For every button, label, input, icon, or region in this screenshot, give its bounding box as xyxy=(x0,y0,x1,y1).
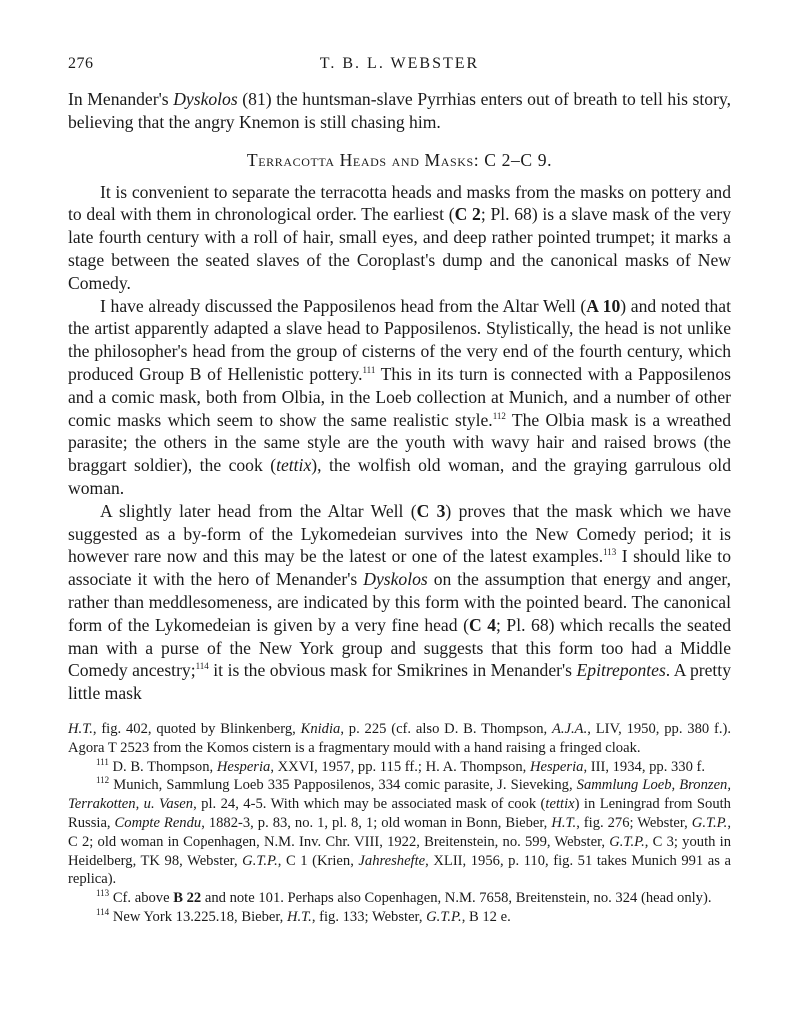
page-number: 276 xyxy=(68,55,94,72)
author-name: T. B. L. WEBSTER xyxy=(319,55,480,72)
footnotes xyxy=(68,720,731,927)
section-heading: Terracotta Heads and Masks: C 2–C 9. xyxy=(246,149,553,170)
footnote-marker: 113 xyxy=(603,547,617,558)
footnote-marker: 111 xyxy=(362,365,376,376)
footnote-114: $^{114}$ New York 13.225.18, Bieber, H.T., fig. 133; Webster, G.T.P., B 12 e. xyxy=(96,907,511,925)
main-text xyxy=(68,88,731,705)
catalogue-ref: C 4 xyxy=(468,614,496,635)
catalogue-ref: A 10 xyxy=(586,295,621,316)
paragraph: It is convenient to separate the terracotta heads and masks from the masks on pottery and to deal with them in chronological order. The earliest (C 2; Pl. 68) is a slave mask of the very late fourth century with a roll of hair, small eyes, and deep rather pointed trumpet; it marks a stage between the seated slaves of the Coroplast's dump and the canonical masks of New Comedy. xyxy=(68,181,732,293)
paragraph: A slightly later head from the Altar Well (C 3) proves that the mask which we have suggested as a by-form of the Lykomedeian survives into the New Comedy period; it is however rare now and this may be the latest or one of the latest examples.$^{113}$ I should like to associate it with the hero of Menander's Dyskolos on the assumption that energy and anger, rather than meddlesomeness, are indicated by this form with the pointed beard. The canonical form of the Lykomedeian is given by a very fine head (C 4; Pl. 68) which recalls the seated man with a purse of the New York group and suggests that this form too had a Middle Comedy ancestry;$^{114}$ it is the obvious mask for Smikrines in Menander's Epitrepontes. A pretty little mask xyxy=(68,500,732,704)
catalogue-ref: C 2 xyxy=(454,204,481,225)
footnote-111: $^{111}$ D. B. Thompson, Hesperia, XXVI, 1957, pp. 115 ff.; H. A. Thompson, Hesperia, III, 1934, pp. 330 f. xyxy=(96,756,706,775)
footnote-marker: 114 xyxy=(195,661,209,672)
footnote-marker: 112 xyxy=(492,410,506,421)
intro-paragraph: In Menander's Dyskolos (81) the huntsman-slave Pyrrhias enters out of breath to tell his story, believing that the angry Knemon is still chasing him. xyxy=(68,89,732,132)
running-head xyxy=(68,55,731,77)
footnote-113: $^{113}$ Cf. above B 22 and note 101. Perhaps also Copenhagen, N.M. 7658, Breitenstein, no. 324 (head only). xyxy=(96,888,712,907)
paragraph: I have already discussed the Papposilenos head from the Altar Well (A 10) and noted that the artist apparently adapted a slave head to Papposilenos. Stylistically, the head is not unlike the philosopher's head from the group of cisterns of the very end of the fourth century, which produced Group B of Hellenistic pottery.$^{111}$ This in its turn is connected with a Papposilenos and a comic mask, both from Olbia, in the Loeb collection at Munich, and a number of other comic masks which seem to show the same realistic style.$^{112}$ The Olbia mask is a wreathed parasite; the others in the same style are the youth with wavy hair and raised brows (the braggart soldier), the cook (tettix), the wolfish old woman, and the graying garrulous old woman. xyxy=(68,295,731,498)
footnote-112: $^{112}$ Munich, Sammlung Loeb 335 Papposilenos, 334 comic parasite, J. Sieveking, Sammlung Loeb, Bronzen, Terrakotten, u. Vasen, pl. 24, 4-5. With which may be associated mask of cook (tettix) in Leningrad from South Russia, Compte Rendu, 1882-3, p. 83, no. 1, pl. 8, 1; old woman in Bonn, Bieber, H.T., fig. 276; Webster, G.T.P., C 2; old woman in Copenhagen, N.M. Inv. Chr. VIII, 1922, Breitenstein, no. 599, Webster, G.T.P., C 3; youth in Heidelberg, TK 98, Webster, G.T.P., C 1 (Krien, Jahreshefte, XLII, 1956, p. 110, fig. 51 takes Munich 991 as a replica). xyxy=(68,775,732,888)
catalogue-ref: C 3 xyxy=(416,500,446,521)
footnote-continued: H.T., fig. 402, quoted by Blinkenberg, Knidia, p. 225 (cf. also D. B. Thompson, A.J.A., LIV, 1950, pp. 380 f.). Agora T 2523 from the Komos cistern is a fragmentary mould with a hand raising a fringed cloak. xyxy=(68,721,731,756)
